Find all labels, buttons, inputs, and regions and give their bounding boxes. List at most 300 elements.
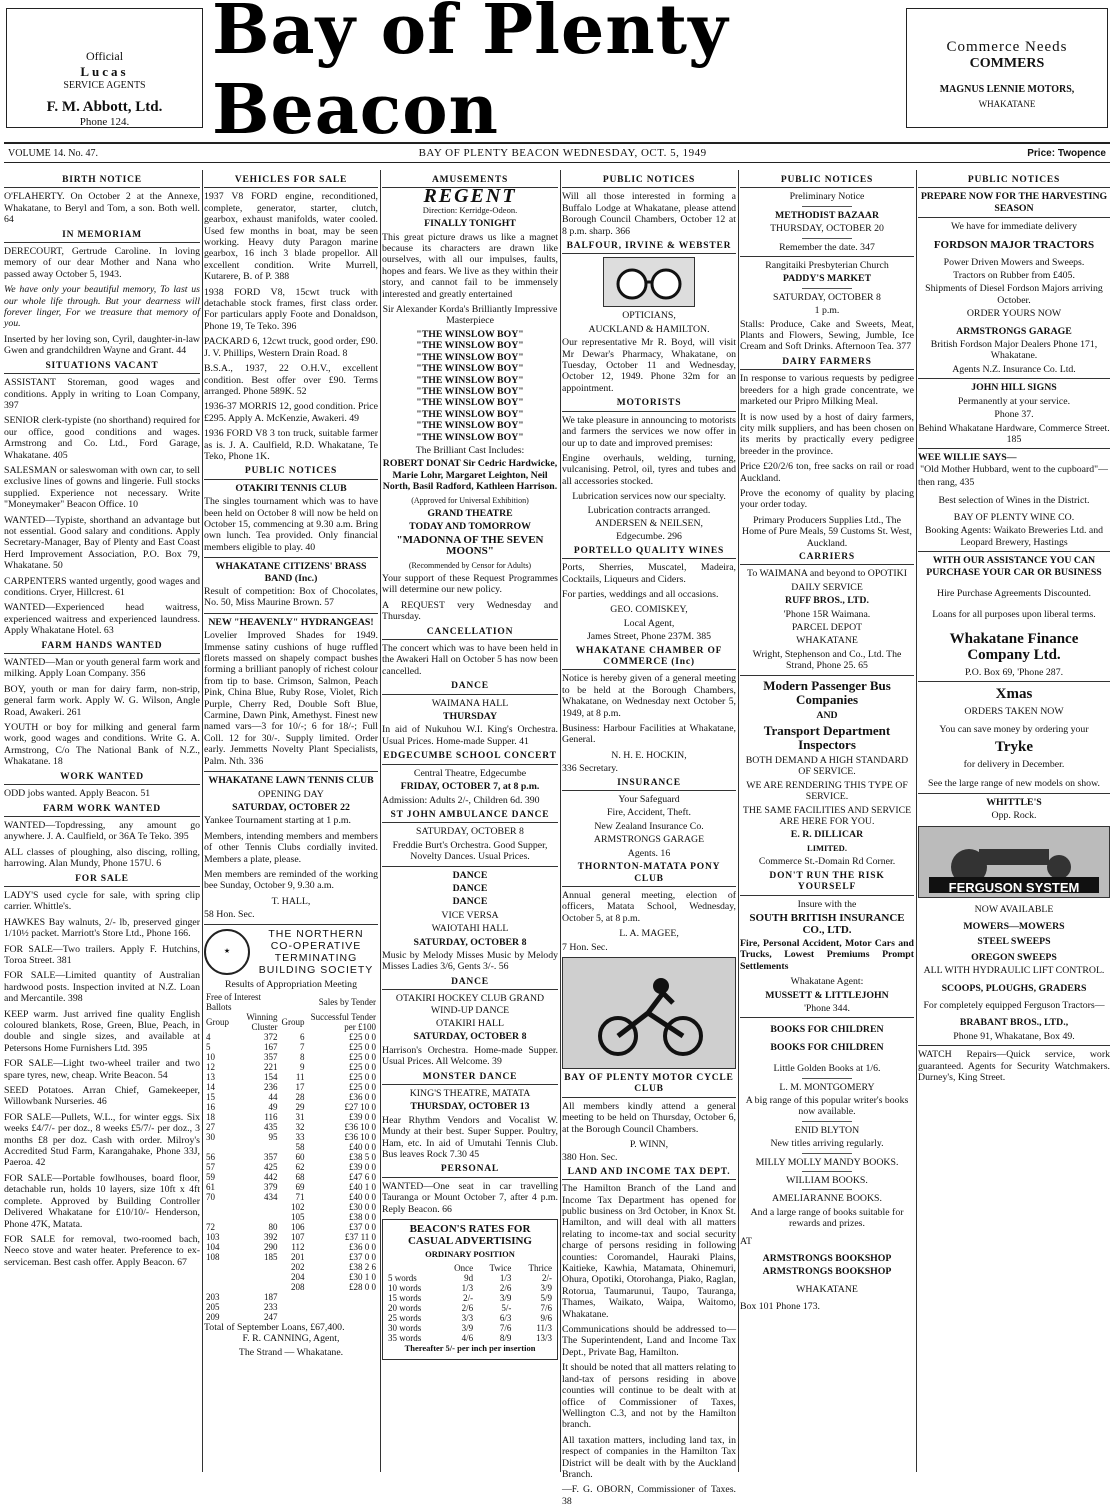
notice-body: Wright, Stephenson and Co., Ltd. The Strand, Phone 25. 65 [752, 648, 902, 672]
notice-body: All members kindly attend a general meeting to be held on Thursday, October 6, at the Borough Council Chambers. [562, 1100, 736, 1135]
section-heading: THORNTON-MATATA PONY CLUB [562, 862, 736, 887]
grand-theatre: GRAND THEATRE [427, 507, 513, 519]
table-row [204, 1242, 378, 1252]
table-row [204, 1102, 378, 1112]
table-cell: 357 [264, 1051, 278, 1062]
ad-headline: Whakatane Finance Company Ltd. [949, 630, 1079, 663]
column-6 [918, 172, 1110, 1472]
table-cell: 12 [206, 1061, 215, 1072]
column-2 [204, 172, 378, 1472]
table-cell: 5/9 [540, 1292, 552, 1303]
table-header: Thrice [528, 1262, 552, 1273]
notice-body: The singles tournament which was to have been held on October 8 will now be held on October 15, commencing at 9.30 a.m. Bring own lunch. Tea provided. Only financial members eligible to play. 40 [204, 496, 378, 553]
notice-line: Edgecumbe. 296 [616, 531, 682, 543]
lucas-label: Lucas [80, 64, 129, 79]
table-cell: 56 [206, 1151, 215, 1162]
divider [204, 557, 378, 558]
notice-body: —F. G. OBORN, Commissioner of Taxes. 38 [562, 1484, 736, 1507]
table-cell: 30 [206, 1131, 215, 1142]
notice-line: To WAIMANA and beyond to OPOTIKI [747, 568, 907, 580]
notice-body: Our representative Mr R. Boyd, will visit Mr Dewar's Pharmacy, Whakatane, on Tuesday, October 11 and Wednesday, October 12, 1949. Phone 32m for an appointment. [562, 337, 736, 394]
abbott-phone: Phone 124. [79, 116, 130, 128]
winslow-line: "THE WINSLOW BOY" [416, 363, 524, 375]
ad-line: SCOOPS, PLOUGHS, GRADERS [941, 982, 1087, 994]
classified-ad: FOR SALE—Portable fowlhouses, board floor, detachable run, holds 10 layers, size 10ft x 4ft complete. Approved by Building Controller Delivered Whakatane for £10/10/- Henderson, Phone 47K, Matata. [4, 1172, 200, 1230]
section-heading: BIRTH NOTICE [4, 175, 200, 188]
ad-line: ORDER YOURS NOW [966, 308, 1062, 320]
korda: Sir Alexander Korda's Brilliantly Impressive Masterpiece [382, 304, 558, 327]
ad-line: WHAKATANE [796, 1283, 858, 1295]
table-cell: £36 0 0 [349, 1241, 376, 1252]
dance-label: DANCE [452, 869, 488, 881]
ferguson-tractor-image [918, 826, 1110, 898]
notice-line: Rangitaiki Presbyterian Church [765, 260, 889, 272]
ad-line: AT [740, 1235, 752, 1247]
table-row [204, 1272, 378, 1282]
section-heading: PUBLIC NOTICES [918, 175, 1110, 188]
table-cell: £37 0 0 [349, 1251, 376, 1262]
table-cell: 208 [291, 1281, 305, 1292]
table-row [386, 1313, 554, 1323]
table-cell: 29 [295, 1101, 305, 1112]
classified-ad: FOR SALE—Limited quantity of Australian hardwood posts. Inspection invited at N.Z. Loan and Mercantile. 398 [4, 970, 200, 1005]
ad-line: Little Golden Books at 1/6. [773, 1063, 881, 1075]
notice-body: It is now used by a host of dairy farmers, city milk suppliers, and has been chosen on its merits by practically every pedigree breeder in the province. [740, 411, 914, 457]
divider [204, 771, 378, 772]
ad-line: Tractors on Rubber from £405. [953, 270, 1075, 282]
notice-line: 336 Secretary. [562, 763, 618, 775]
classified-ad: ALL classes of ploughing, also discing, rolling, harrowing. Alan Mundy, Phone 157U. 6 [4, 846, 200, 870]
table-cell: 20 words [388, 1302, 422, 1313]
table-cell [231, 1282, 280, 1292]
ad-line: AMELIARANNE BOOKS. [772, 1193, 882, 1205]
notice-title: PADDY'S MARKET [782, 273, 872, 285]
table-cell: 16 [206, 1101, 215, 1112]
table-cell: 32 [295, 1121, 305, 1132]
notice-line: P. WINN, [629, 1138, 669, 1150]
winslow-line: "THE WINSLOW BOY" [416, 328, 524, 340]
ad-line: Commerce St.-Domain Rd Corner. [758, 856, 896, 868]
ad-line: MOWERS—MOWERS [963, 921, 1065, 933]
event-day: THURSDAY [442, 711, 498, 723]
table-cell: 5/- [501, 1302, 512, 1313]
notice-line: OPTICIANS, [622, 310, 676, 322]
section-heading: SITUATIONS VACANT [4, 361, 200, 374]
classified-ad: WANTED—Topdressing, any amount go anywhere. J. A. Caulfield, or 36A Te Teko. 395 [4, 819, 200, 843]
notice-body: Admission: Adults 2/-, Children 6d. 390 [382, 794, 540, 806]
northern-emblem-icon: ★ [204, 929, 250, 975]
classified-ad: BOY, youth or man for dairy farm, non-strip, general farm work. Apply W. G. Wilson, Angle Road, Awakeri. 261 [4, 683, 200, 718]
table-cell: 112 [291, 1241, 305, 1252]
table-cell: 7 [300, 1041, 305, 1052]
table-cell: 95 [268, 1131, 278, 1142]
table-cell: 2/- [463, 1292, 474, 1303]
memorial-verse: We have only your beautiful memory, To last us our whole life through. But your dearness will forever linger, For we treasure that memory of you. [4, 284, 200, 330]
masthead-title: Bay of Plenty Beacon [212, 0, 729, 150]
notice-body: Business: Harbour Facilities at Whakatane, General. [562, 723, 736, 746]
table-cell: 4 [206, 1031, 211, 1042]
table-header: Successful Tender per £100 [310, 1011, 376, 1032]
table-cell: 107 [291, 1231, 305, 1242]
table-row [204, 1202, 378, 1212]
rates-box [382, 1219, 558, 1360]
notice-line: GEO. COMISKEY, [610, 604, 688, 616]
divider [802, 238, 852, 239]
bs-results-title: Results of Appropriation Meeting [225, 978, 357, 990]
bs-line: THE NORTHERN [268, 927, 364, 940]
notice-body: Hear Rhythm Vendors and Vocalist W. Mundy at their best. Super Supper. Poultry, Ham, etc. In aid of Umutahi Tennis Club. Bus leaves Rock 7.30 45 [382, 1114, 558, 1161]
table-cell: 205 [206, 1301, 220, 1312]
table-cell: £30 0 0 [349, 1201, 376, 1212]
ad-line: OREGON SWEEPS [971, 951, 1057, 963]
whakatane-label: WHAKATANE [978, 99, 1036, 109]
classified-ad: FOR SALE—Pullets, W.L., for winter eggs. Six weeks £4/7/- per doz., 8 weeks £5/7/- per doz., 3 months £8 per doz. Cash with order. Milroy's Accredited Stud Farm, Karangahake, Phone 33J, Paeroa. 42 [4, 1111, 200, 1169]
table-cell [231, 1212, 280, 1222]
table-row [204, 1192, 378, 1202]
table-cell: 187 [264, 1291, 278, 1302]
table-cell: £25 0 0 [349, 1071, 376, 1082]
ad-line: Booking Agents: Waikato Breweries Ltd. and Leopard Brewery, Hastings [924, 525, 1104, 548]
ad-line: Shipments of Diesel Fordson Majors arriving October. [925, 283, 1103, 306]
table-cell: £36 10 0 [344, 1131, 376, 1142]
ad-line: for delivery in December. [963, 759, 1065, 770]
section-heading: VEHICLES FOR SALE [204, 175, 378, 188]
divider [802, 1171, 852, 1172]
price: Price: Twopence [1027, 147, 1106, 159]
table-cell: 6 [300, 1031, 305, 1042]
table-cell: 3/9 [499, 1292, 512, 1303]
ad-line: ORDERS TAKEN NOW [964, 706, 1064, 718]
event-day: SATURDAY, OCTOBER 8 [413, 936, 527, 948]
table-cell: £39 0 0 [349, 1111, 376, 1122]
section-heading: DANCE [382, 977, 558, 990]
table-row [386, 1273, 554, 1283]
notice-line: T. HALL, [271, 895, 311, 907]
table-cell: £25 0 0 [349, 1061, 376, 1072]
notice-line: Your Safeguard [618, 794, 680, 806]
table-cell: 49 [268, 1101, 278, 1112]
ad-line: Fire, Personal Accident, Motor Cars and Trucks, Lowest Premiums Prompt Settlements [740, 937, 914, 972]
table-row [204, 1302, 378, 1312]
table-cell: 61 [206, 1181, 215, 1192]
notice-title: OTAKIRI TENNIS CLUB [235, 482, 347, 494]
today-tomorrow: TODAY AND TOMORROW [409, 521, 531, 533]
table-row [204, 1052, 378, 1062]
table-row [204, 1172, 378, 1182]
table-cell: £39 0 0 [349, 1161, 376, 1172]
table-cell: 5 words [388, 1272, 417, 1283]
section-heading: BALFOUR, IRVINE & WEBSTER [562, 241, 736, 254]
table-row [386, 1323, 554, 1333]
ad-line: ARMSTRONGS BOOKSHOP [762, 1266, 892, 1278]
table-cell [231, 1202, 280, 1212]
table-header: Group [281, 1016, 305, 1027]
ad-line: AND [816, 709, 838, 721]
notice-body: The concert which was to have been held in the Awakeri Hall on October 5 has now been cancelled. [382, 643, 558, 677]
table-cell: 14 [206, 1081, 215, 1092]
table-row [386, 1293, 554, 1303]
ad-line: Behind Whakatane Hardware, Commerce Street. 185 [918, 422, 1110, 445]
section-heading: LAND AND INCOME TAX DEPT. [562, 1167, 736, 1180]
ad-line: Insure with the [797, 898, 857, 910]
section-heading: ST JOHN AMBULANCE DANCE [382, 810, 558, 823]
ad-line: THE SAME FACILITIES AND SERVICE ARE HERE FOR YOU. [742, 804, 912, 828]
table-cell: 201 [291, 1251, 305, 1262]
classified-ad: SEED Potatoes. Arran Chief, Gamekeeper, Willowbank Nurseries. 46 [4, 1085, 200, 1108]
table-cell: 69 [295, 1181, 305, 1192]
notice-body: A REQUEST very Wednesday and Thursday. [382, 599, 558, 623]
notice-body: Yankee Tournament starting at 1 p.m. [204, 815, 351, 827]
table-row [204, 1112, 378, 1122]
bs-line: BUILDING SOCIETY [258, 963, 374, 976]
table-header: Free of Interest Ballots [206, 991, 261, 1012]
table-cell [280, 1292, 307, 1302]
notice-line: OPENING DAY [258, 788, 324, 800]
table-row [204, 1252, 378, 1262]
notice-line: 380 Hon. Sec. [562, 1152, 618, 1164]
motorcycle-rider-image [562, 957, 736, 1069]
table-cell: 11 [295, 1071, 305, 1082]
event-time: 1 p.m. [814, 305, 840, 317]
event-day: SATURDAY, OCTOBER 8 [773, 291, 881, 303]
ad-line: ALL WITH HYDRAULIC LIFT CONTROL. [923, 965, 1105, 977]
ad-line: New titles arriving regularly. [770, 1138, 884, 1150]
table-cell: £38 0 0 [349, 1211, 376, 1222]
notice-line: Fire, Accident, Theft. [607, 807, 691, 819]
column-5 [740, 172, 914, 1472]
table-cell: £40 0 0 [349, 1141, 376, 1152]
ad-line: SOUTH BRITISH INSURANCE CO., LTD. [749, 911, 905, 936]
table-row [204, 1212, 378, 1222]
ferguson-logo: FERGUSON SYSTEM [948, 880, 1080, 896]
table-cell: 27 [206, 1121, 215, 1132]
ad-headline: WEE WILLIE SAYS— [918, 452, 1017, 464]
dance-label: DANCE [452, 896, 488, 908]
classified-ad: WANTED—Experienced head waitress, experienced waitress and experienced laundress. Apply Whakatane Hotel. 63 [4, 602, 200, 637]
ad-line: And a large range of books suitable for rewards and prizes. [750, 1206, 904, 1230]
ad-line: STEEL SWEEPS [977, 936, 1051, 948]
table-cell: 4/6 [461, 1332, 474, 1343]
notice-line: ANDERSEN & NEILSEN, [594, 517, 704, 529]
notice-title: METHODIST BAZAAR [774, 209, 880, 221]
divider [918, 793, 1110, 794]
notice-line: ARMSTRONGS GARAGE [593, 834, 705, 846]
divider [802, 1189, 852, 1190]
table-cell: 7/6 [499, 1322, 512, 1333]
table-cell: 8/9 [499, 1332, 512, 1343]
ad-line: Opp. Rock. [991, 810, 1037, 822]
event-day: SATURDAY, OCTOBER 8 [416, 826, 524, 838]
column-divider [560, 170, 561, 1472]
table-cell: 3/9 [461, 1322, 474, 1333]
ad-line: WILLIAM BOOKS. [786, 1175, 868, 1186]
table-row [204, 1282, 378, 1292]
section-heading: DAIRY FARMERS [740, 357, 914, 370]
notice-body: This great picture draws us like a magnet because its characters are drawn like ourselves, with all our impulses, faults, hopes and fears. We live as they within their story, and cannot fail to be immensely interested and greatly entertained [382, 231, 558, 300]
section-heading: WHAKATANE CHAMBER OF COMMERCE (Inc) [562, 646, 736, 671]
notice-body: For parties, weddings and all occasions. [562, 588, 719, 600]
notice-line: New Zealand Insurance Co. [594, 820, 704, 832]
table-row [204, 1082, 378, 1092]
finally-tonight: FINALLY TONIGHT [424, 218, 516, 230]
table-row [204, 1122, 378, 1132]
table-row [204, 1062, 378, 1072]
notice-body: Result of competition: Box of Chocolates, No. 50, Miss Maurine Brown. 57 [204, 586, 378, 609]
table-cell: 105 [291, 1211, 305, 1222]
table-cell: £38 5 0 [349, 1151, 376, 1162]
classified-ad: 1936 FORD V8 3 ton truck, suitable farmer as is. J. A. Caulfield, R.D. Whakatane, Te Teko, Phone 1K. [204, 428, 378, 462]
notice-body: Engine overhauls, welding, turning, vulcanising. Petrol, oil, tyres and tubes and all accessories stocked. [562, 452, 736, 487]
ad-line: For completely equipped Ferguson Tractors— [923, 1000, 1105, 1012]
winslow-line: "THE WINSLOW BOY" [416, 420, 524, 432]
table-cell: 18 [206, 1111, 215, 1122]
column-divider [738, 170, 739, 1472]
section-heading: MOTORISTS [562, 398, 736, 411]
notice-line: PARCEL DEPOT [791, 622, 863, 633]
winslow-line: "THE WINSLOW BOY" [416, 374, 524, 386]
notice-body: Notice is hereby given of a general meeting to be held at the Borough Chambers, Whakatane, on Wednesday next October 5, 1949, at 8 p.m. [562, 673, 736, 719]
winslow-line: "THE WINSLOW BOY" [416, 340, 524, 352]
table-cell: £37 0 0 [349, 1221, 376, 1232]
notice-line: SATURDAY, OCTOBER 22 [232, 801, 350, 813]
ad-headline: PREPARE NOW FOR THE HARVESTING SEASON [920, 191, 1108, 214]
divider [802, 1078, 852, 1079]
table-cell: 102 [291, 1201, 305, 1212]
classified-ad: SALESMAN or saleswoman with own car, to sell exclusive lines of gowns and lingerie. Full stocks supplied. Experience not necessary. Write "Moneymaker" Beacon Office. 10 [4, 464, 200, 511]
rates-table [386, 1263, 554, 1343]
notice-title: NEW "HEAVENLY" HYDRANGEAS! [208, 616, 374, 628]
table-cell: 31 [295, 1111, 305, 1122]
ad-line: Phone 91, Whakatane, Box 49. [953, 1030, 1075, 1042]
ad-line: BRABANT BROS., LTD., [959, 1017, 1069, 1029]
brilliant-cast: The Brilliant Cast Includes: [415, 444, 525, 456]
ad-line: P.O. Box 69, 'Phone 287. [964, 666, 1064, 678]
table-cell [231, 1262, 280, 1272]
classified-ad: ASSISTANT Storeman, good wages and conditions. Apply in writing to Loan Company, 397 [4, 377, 200, 411]
table-cell [307, 1312, 378, 1322]
table-cell: £25 0 0 [349, 1081, 376, 1092]
table-cell [204, 1262, 231, 1272]
notice-body: Communications should be addressed to—The Superintendent, Land and Income Tax Dept., Private Bag, Hamilton. [562, 1324, 736, 1358]
divider [918, 551, 1110, 552]
table-cell [231, 1272, 280, 1282]
notice-body: Harrison's Orchestra. Home-made Supper. Usual Prices. All Welcome. 39 [382, 1044, 558, 1068]
table-cell: £30 1 0 [349, 1271, 376, 1282]
table-header: Winning Cluster [246, 1011, 278, 1032]
table-row [204, 1072, 378, 1082]
section-heading: PUBLIC NOTICES [204, 466, 378, 479]
ad-line: BAY OF PLENTY WINE CO. [953, 511, 1075, 523]
section-heading: DON'T RUN THE RISK YOURSELF [740, 871, 914, 896]
ad-line: You can save money by ordering your [939, 723, 1089, 735]
ad-headline: BOOKS FOR CHILDREN [770, 1041, 884, 1053]
notice-line: Preliminary Notice [789, 191, 865, 203]
section-heading: WORK WANTED [4, 772, 200, 785]
table-cell: 62 [295, 1161, 305, 1172]
venue: WAIOTAHI HALL [431, 923, 509, 935]
divider [802, 1121, 852, 1122]
section-heading: CARRIERS [740, 552, 914, 565]
venue: KING'S THEATRE, MATATA [409, 1088, 531, 1100]
divider [918, 378, 1110, 379]
table-cell: 221 [264, 1061, 278, 1072]
table-cell: 10 [206, 1051, 215, 1062]
commerce-needs: Commerce Needs [946, 39, 1068, 55]
classified-ad: LADY'S used cycle for sale, with spring clip carrier. Whittle's. [4, 889, 200, 913]
cast-list: ROBERT DONAT Sir Cedric Hardwicke, Marie Lohr, Margaret Leighton, Neil North, Basil Radford, Kathleen Harrison. [382, 458, 558, 493]
event-day: THURSDAY, OCTOBER 13 [410, 1101, 530, 1113]
table-cell: £40 1 0 [349, 1181, 376, 1192]
table-cell: 425 [264, 1161, 278, 1172]
regent-title: REGENT [423, 185, 517, 208]
notice-title: OTAKIRI HOCKEY CLUB GRAND WIND-UP DANCE [395, 993, 545, 1016]
venue: Central Theatre, Edgecumbe [413, 767, 527, 779]
notice-line: AUCKLAND & HAMILTON. [588, 323, 710, 335]
ad-line: LIMITED. [807, 842, 847, 853]
notice-body: In aid of Nukuhou W.I. King's Orchestra. Usual Prices. Home-made Supper. 41 [382, 724, 558, 747]
table-cell: 2/6 [499, 1282, 512, 1293]
winslow-line: "THE WINSLOW BOY" [416, 397, 524, 409]
table-cell: 379 [264, 1181, 278, 1192]
table-cell [204, 1202, 231, 1212]
ad-headline: WITH OUR ASSISTANCE YOU CAN PURCHASE YOUR CAR OR BUSINESS [926, 555, 1102, 578]
classified-ad: HAWKES Bay walnuts, 2/- lb, preserved ginger 1/10½ packet. Marriott's Store Ltd., Phone 166. [4, 916, 200, 940]
table-cell: £36 0 0 [349, 1091, 376, 1102]
event-day: THURSDAY, OCTOBER 20 [770, 223, 884, 235]
classified-ad: ODD jobs wanted. Apply Beacon. 51 [4, 788, 151, 800]
notice-body: Prove the economy of quality by placing your order today. [740, 487, 914, 511]
notice-line: Remember the date. 347 [779, 241, 875, 253]
winslow-list [382, 329, 558, 443]
ad-line: Whakatane Agent: [790, 976, 864, 988]
table-row [204, 1032, 378, 1042]
divider [802, 206, 852, 207]
notice-title: WHAKATANE CITIZENS' BRASS BAND (Inc.) [215, 561, 367, 584]
table-cell [204, 1282, 231, 1292]
venue: WAIMANA HALL [431, 697, 509, 709]
table-cell: 185 [264, 1251, 278, 1262]
approved: (Approved for Universal Exhibition) [411, 495, 529, 505]
notice-line: WHAKATANE [796, 635, 858, 647]
table-row [204, 1312, 378, 1322]
official-label: Official [85, 49, 124, 63]
notice-body: Stalls: Produce, Cake and Sweets, Meat, Plants and Flowers, Sewing, Jumble, Ice Cream and Soft Drinks. Afternoon Tea. 377 [740, 318, 914, 353]
ad-line: Permanently at your service. [957, 395, 1071, 407]
table-cell: 72 [206, 1221, 215, 1232]
table-row [204, 1092, 378, 1102]
classified-ad: O'FLAHERTY. On October 2 at the Annexe, Whakatane, to Beryl and Tom, a son. Both well. 64 [4, 191, 200, 226]
table-cell: 9/6 [540, 1312, 552, 1323]
table-cell: 10 words [388, 1282, 422, 1293]
ad-headline: Tryke [994, 739, 1034, 755]
classified-ad: FOR SALE for removal, two-roomed bach, Neeco stove and water heater. Preference to ex-serviceman. Best cash offer. Apply Beacon. 67 [4, 1233, 200, 1268]
table-cell: 13 [206, 1071, 215, 1082]
ad-headline: Modern Passenger Bus Companies [763, 677, 891, 707]
classified-ad: WANTED—Typiste, shorthand an advantage but not essential. Good salary and conditions. Apply Secretary-Manager, Bay of Plenty and East Coast Herd Improvement Association, P.O. Box 79, Whakatane. 50 [4, 514, 200, 572]
ad-line: A big range of this popular writer's books now available. [745, 1094, 909, 1118]
table-cell: 59 [206, 1171, 215, 1182]
ad-line: BOTH DEMAND A HIGH STANDARD OF SERVICE. [745, 755, 909, 778]
ad-line: Power Driven Mowers and Sweeps. [943, 256, 1085, 268]
table-cell: 2/- [542, 1272, 552, 1283]
ad-line: British Fordson Major Dealers Phone 171, Whakatane. [930, 339, 1098, 362]
table-cell: 60 [295, 1151, 305, 1162]
notice-line: James Street, Phone 237M. 385 [586, 631, 712, 643]
table-cell: 290 [264, 1241, 278, 1252]
section-heading: BAY OF PLENTY MOTOR CYCLE CLUB [562, 1073, 736, 1098]
classified-ad: WANTED—Man or youth general farm work and milking. Apply Loan Company. 356 [4, 657, 200, 680]
table-cell: 33 [295, 1131, 305, 1142]
